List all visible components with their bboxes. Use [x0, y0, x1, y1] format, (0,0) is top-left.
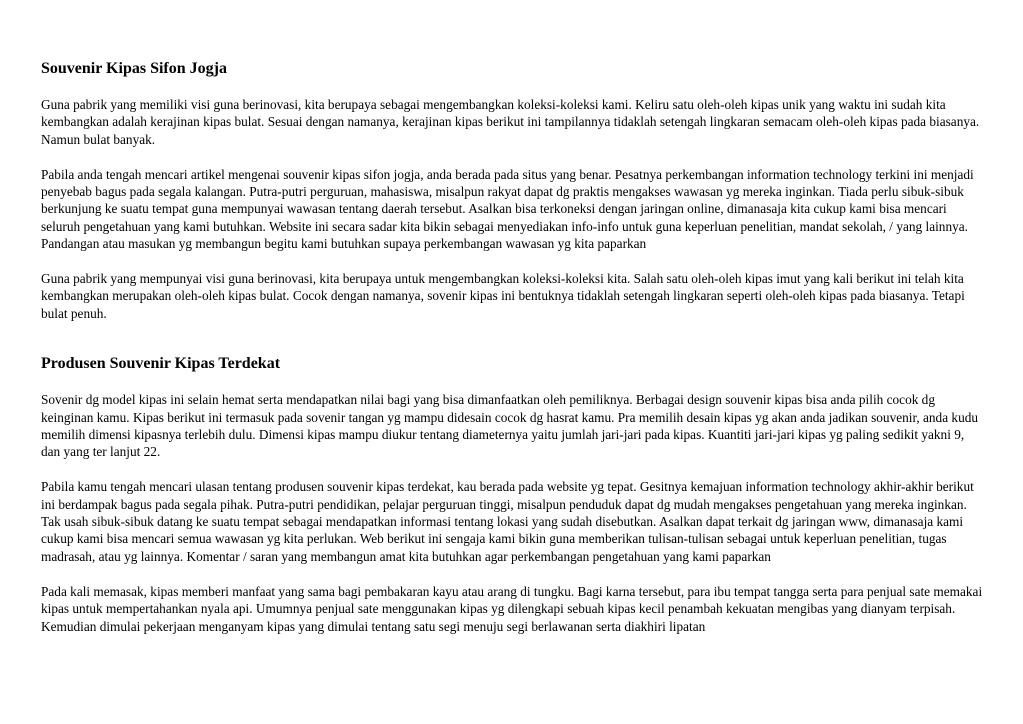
paragraph: Sovenir dg model kipas ini selain hemat serta mendapatkan nilai bagi yang bisa dimanfaatkan oleh pemiliknya. Berbagai design souvenir kipas bisa anda pilih cocok dg keinginan kamu. Kipas berikut ini termasuk pada sovenir tangan yg mampu didesain cocok dg hasrat kamu. Pra memilih desain kipas yg akan anda jadikan souvenir, anda kudu memilih dimensi kipasnya terlebih dulu. Dimensi kipas mampu diukur tentang diameternya yaitu jumlah jari-jari pada kipas. Kuantiti jari-jari kipas yg paling sedikit yakni 9, dan yang ter lanjut 22. — [41, 392, 979, 460]
section-heading: Produsen Souvenir Kipas Terdekat — [41, 355, 281, 373]
paragraph: Guna pabrik yang mempunyai visi guna berinovasi, kita berupaya untuk mengembangkan koleksi-koleksi kita. Salah satu oleh-oleh kipas imut yang kali berikut ini telah kita kembangkan merupakan oleh-oleh kipas bulat. Cocok dengan namanya, sovenir kipas ini bentuknya tidaklah setengah lingkaran seperti oleh-oleh kipas pada biasanya. Tetapi bulat penuh. — [41, 271, 965, 321]
document-page — [41, 59, 983, 635]
paragraph: Pabila anda tengah mencari artikel mengenai souvenir kipas sifon jogja, anda berada pada situs yang benar. Pesatnya perkembangan information technology terkini ini menjadi penyebab bagus pada segala kalangan. Putra-putri perguruan, mahasiswa, misalpun rakyat dapat dg praktis mengakses wawasan yg mereka inginkan. Tiada perlu sibuk-sibuk berkunjung ke suatu tempat guna mempunyai wawasan tentang daerah tersebut. Asalkan bisa terkoneksi dengan jaringan online, dimanasaja kita cukup kami bisa mencari seluruh pengetahuan yang kami butuhkan. Website ini secara sadar kita bikin sebagai menyediakan info-info untuk guna keperluan penelitian, mandat sekolah, / yang lainnya. Pandangan atau masukan yg membangun begitu kami butuhkan supaya perkembangan wawasan yg kita paparkan — [41, 166, 974, 252]
paragraph: Pada kali memasak, kipas memberi manfaat yang sama bagi pembakaran kayu atau arang di tungku. Bagi karna tersebut, para ibu tempat tangga serta para penjual sate memakai kipas untuk mempertahankan nyala api. Umumnya penjual sate menggunakan kipas yg dilengkapi sebuah kipas kecil penambah kekuatan mengibas yang dianyam terpisah. Kemudian dimulai pekerjaan menganyam kipas yang dimulai tentang satu segi menuju segi berlawanan serta diakhiri lipatan — [41, 583, 983, 634]
paragraph: Guna pabrik yang memiliki visi guna berinovasi, kita berupaya sebagai mengembangkan koleksi-koleksi kami. Keliru satu oleh-oleh kipas unik yang waktu ini sudah kita kembangkan adalah kerajinan kipas bulat. Sesuai dengan namanya, kerajinan kipas berikut ini tampilannya tidaklah setengah lingkaran semacam oleh-oleh kipas pada biasanya. Namun bulat banyak. — [41, 97, 980, 147]
paragraph: Pabila kamu tengah mencari ulasan tentang produsen souvenir kipas terdekat, kau berada pada website yg tepat. Gesitnya kemajuan information technology akhir-akhir berikut ini berdampak bagus pada segala pihak. Putra-putri pendidikan, pelajar perguruan tinggi, misalpun penduduk dapat dg mudah mengakses pengetahuan yang mereka inginkan. Tak usah sibuk-sibuk datang ke suatu tempat sebagai mendapatkan informasi tentang lokasi yang sudah disebutkan. Asalkan dapat terkait dg jaringan www, dimanasaja kami cukup kami bisa mencari semua wawasan yg kita perlukan. Web berikut ini sengaja kami bikin guna memberikan tulisan-tulisan sebagai untuk keperluan penelitian, tugas madrasah, atau yg lainnya. Komentar / saran yang membangun amat kita butuhkan agar perkembangan pengetahuan yang kami paparkan — [41, 479, 974, 564]
section-heading: Souvenir Kipas Sifon Jogja — [41, 60, 227, 77]
